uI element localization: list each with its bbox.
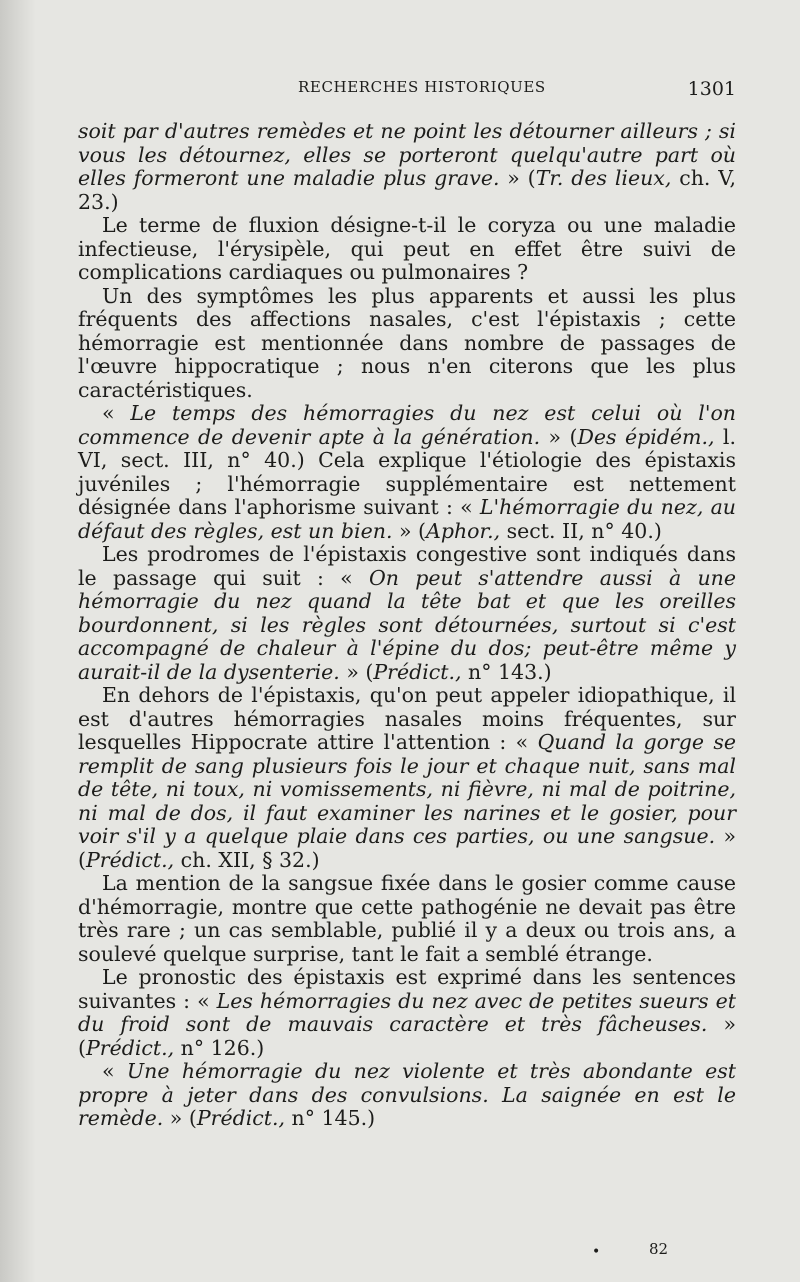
paragraph [78, 120, 736, 214]
quotation-text: L'hémorragie du nez, au défaut des règles, est un bien. [78, 495, 736, 543]
paragraph [78, 684, 736, 872]
quotation-text: Quand la gorge se remplit de sang plusieurs fois le jour et chaque nuit, sans mal de tête, ni toux, ni vomissements, ni fièvre, ni mal de poitrine, ni mal de dos, il faut examiner les narines et le gosier, pour voir s'il y a quelque plaie dans ces parties, ou une sangsue. [78, 730, 736, 848]
paragraph-text: » ( [392, 518, 427, 543]
paragraph-text: sect. II, n° 40.) [500, 518, 662, 543]
signature-mark: 82 [649, 1240, 669, 1258]
quotation-text: Une hémorragie du nez violente et très abondante est propre à jeter dans des convulsions. La saignée en est le remède. [78, 1059, 736, 1130]
paragraph-text: » ( [540, 424, 578, 449]
paragraph-text: Un des symptômes les plus apparents et aussi les plus fréquents des affections nasales, c'est l'épistaxis ; cette hémorragie est mentionnée dans nombre de passages de l'œuvre hippocratique ; nous n'en citerons que les plus caractéristiques. [78, 283, 736, 402]
quotation-text: Prédict., [86, 847, 175, 872]
paragraph-text: l. VI, sect. III, n° 40.) Cela explique l'étiologie des épistaxis juvéniles ; l'hémorragie supplémentaire est nettement désignée dans l'aphorisme suivant : « [78, 424, 737, 519]
paragraph-text: » ( [163, 1106, 197, 1130]
paragraph-text: « [102, 1059, 127, 1083]
quotation-text: On peut s'attendre aussi à une hémorragie du nez quand la tête bat et que les oreilles bourdonnent, si les règles sont détournées, surtout si c'est accompagné de chaleur à l'épine du dos; peut-être même y aurait-il de la dysenterie. [78, 565, 737, 684]
paragraph-text: n° 143.) [461, 659, 552, 684]
running-title: RECHERCHES HISTORIQUES [298, 78, 546, 96]
paragraph-text: » ( [78, 824, 737, 872]
quotation-text: Tr. des lieux, [535, 166, 672, 190]
paragraph-text: » ( [339, 659, 374, 684]
quotation-text: Des épidém., [577, 424, 715, 449]
paragraph-text: ch. XII, § 32.) [174, 847, 320, 872]
paragraph [78, 543, 736, 684]
paragraph-text: ch. V, 23.) [78, 166, 736, 214]
paragraph [78, 1060, 736, 1131]
quotation-text: Aphor., [426, 518, 501, 543]
paragraph-text: » ( [499, 166, 536, 190]
paragraph [78, 402, 736, 543]
quotation-text: Le temps des hémorragies du nez est celui où l'on commence de devenir apte à la génération. [78, 401, 737, 449]
quotation-text: soit par d'autres remèdes et ne point les détourner ailleurs ; si vous les détournez, elles se porteront quelqu'autre part où elles formeront une maladie plus grave. [78, 119, 736, 190]
quotation-text: Les hémorragies du nez avec de petites sueurs et du froid sont de mauvais caractère et très fâcheuses. [78, 988, 736, 1036]
paragraph-text: n° 126.) [174, 1035, 265, 1060]
paragraph-text: En dehors de l'épistaxis, qu'on peut appeler idiopathique, il est d'autres hémorragies nasales moins fréquentes, sur lesquelles Hippocrate attire l'attention : « [78, 683, 736, 754]
printer-dot: • [592, 1244, 601, 1260]
paragraph-text: La mention de la sangsue fixée dans le gosier comme cause d'hémorragie, montre que cette pathogénie ne devait pas être très rare ; un cas semblable, publié il y a deux ou trois ans, a soulevé quelque surprise, tant le fait a semblé étrange. [78, 871, 736, 966]
paragraph [78, 214, 736, 285]
quotation-text: Prédict., [373, 659, 462, 684]
quotation-text: Prédict., [196, 1106, 286, 1130]
paragraph-text: Le pronostic des épistaxis est exprimé dans les sentences suivantes : « [78, 965, 736, 1013]
paragraph-text: Les prodromes de l'épistaxis congestive sont indiqués dans le passage qui suit : « [78, 542, 736, 590]
page-gutter-shadow [0, 0, 36, 1282]
body-text [78, 120, 736, 1131]
paragraph [78, 872, 736, 966]
paragraph-text: Le terme de fluxion désigne-t-il le coryza ou une maladie infectieuse, l'érysipèle, qui peut en effet être suivi de complications cardiaques ou pulmonaires ? [78, 213, 736, 284]
quotation-text: Prédict., [86, 1035, 175, 1060]
page-header [78, 78, 736, 102]
paragraph [78, 285, 736, 403]
paragraph-text: » ( [78, 1012, 737, 1060]
paragraph [78, 966, 736, 1060]
paragraph-text: n° 145.) [285, 1106, 376, 1130]
page-number: 1301 [687, 78, 736, 100]
paragraph-text: « [102, 401, 131, 425]
